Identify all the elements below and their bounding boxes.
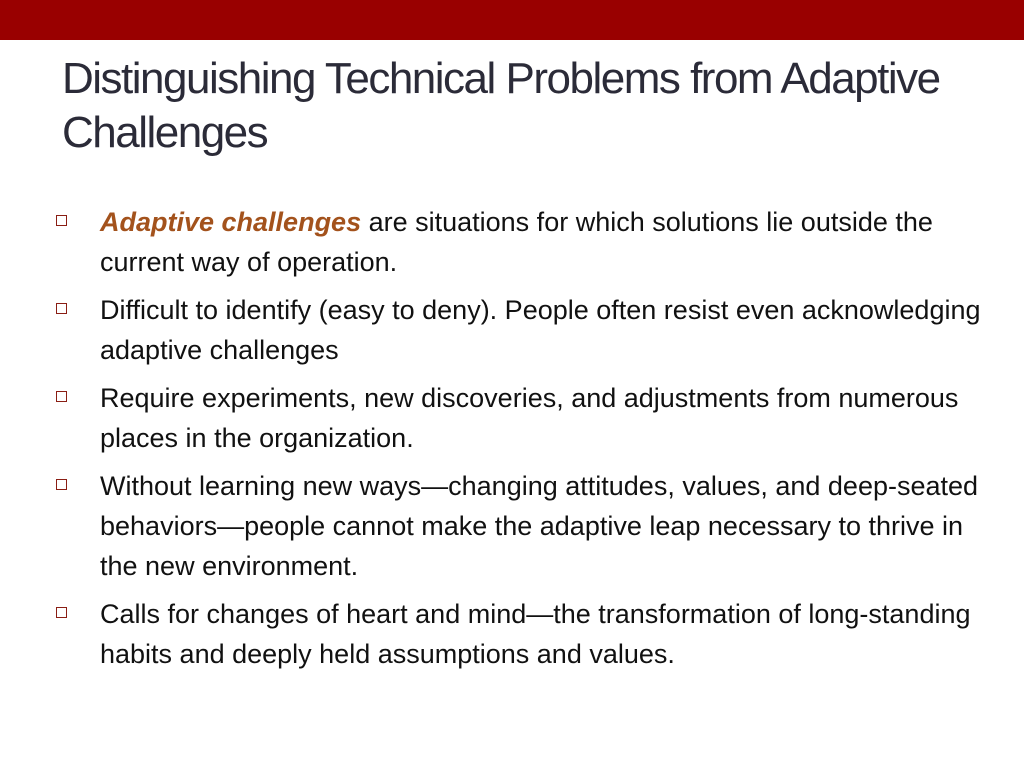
hollow-square-bullet-icon	[56, 479, 67, 490]
hollow-square-bullet-icon	[56, 303, 67, 314]
slide-title: Distinguishing Technical Problems from Adaptive Challenges	[62, 54, 940, 157]
bullet-item	[50, 594, 995, 674]
hollow-square-bullet-icon	[56, 391, 67, 402]
hollow-square-bullet-icon	[56, 215, 67, 226]
bullet-text: Difficult to identify (easy to deny). People often resist even acknowledging adaptive challenges	[100, 295, 981, 365]
bullet-item	[50, 466, 995, 586]
bullet-text: Require experiments, new discoveries, and adjustments from numerous places in the organization.	[100, 383, 959, 453]
bullet-item	[50, 202, 995, 282]
bullet-list	[50, 202, 995, 682]
emphasized-term: Adaptive challenges	[100, 207, 362, 237]
bullet-text: Without learning new ways—changing attitudes, values, and deep-seated behaviors—people cannot make the adaptive leap necessary to thrive in the new environment.	[100, 471, 979, 581]
top-accent-bar	[0, 0, 1024, 40]
bullet-text: are situations for which solutions lie outside the current way of operation.	[100, 207, 933, 277]
bullet-item	[50, 290, 995, 370]
bullet-item	[50, 378, 995, 458]
hollow-square-bullet-icon	[56, 607, 67, 618]
bullet-text: Calls for changes of heart and mind—the transformation of long-standing habits and deeply held assumptions and values.	[100, 599, 971, 669]
